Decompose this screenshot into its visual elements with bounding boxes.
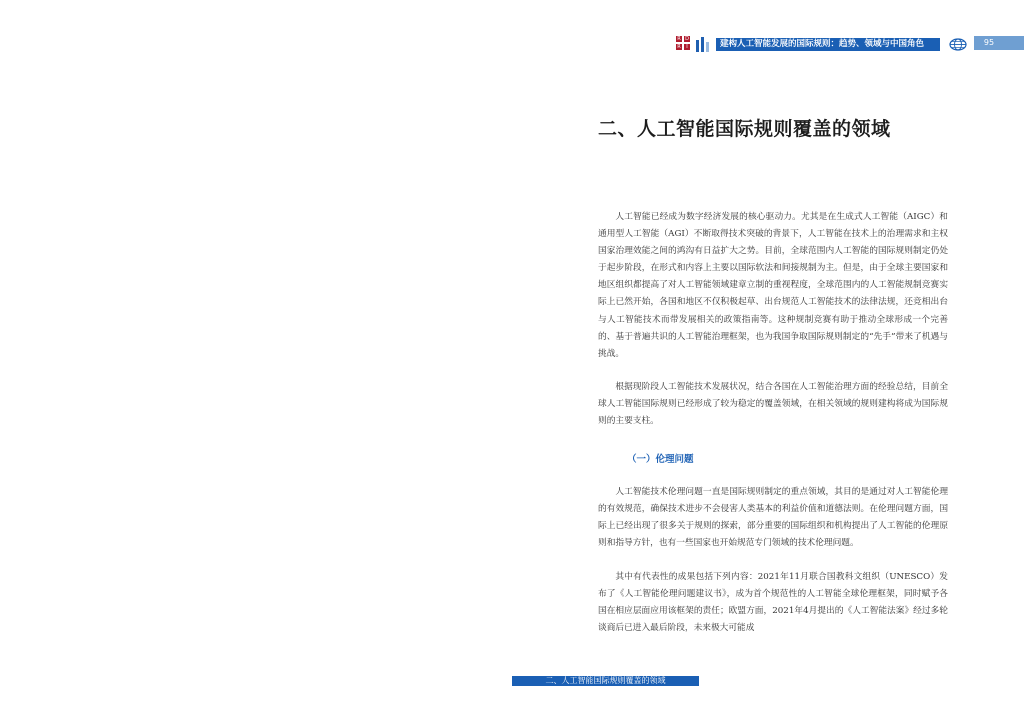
page-number-tab	[974, 36, 1024, 50]
section-title: 二、人工智能国际规则覆盖的领域	[598, 118, 891, 140]
page-number: 95	[983, 38, 995, 47]
body-paragraph: 根据现阶段人工智能技术发展状况，结合各国在人工智能治理方面的经验总结，目前全球人工智能国际规则已经形成了较为稳定的覆盖领域，在相关领域的规则建构将成为国际规则的主要支柱。	[598, 382, 948, 427]
institute-logo-icon	[672, 36, 714, 54]
logo-letter: R	[677, 36, 681, 42]
logo-bar	[701, 37, 704, 52]
globe-icon	[948, 38, 968, 51]
logo-letter: D	[685, 36, 689, 42]
header-title: 建构人工智能发展的国际规则：趋势、领域与中国角色	[720, 39, 925, 49]
header-band	[716, 38, 940, 51]
logo-bar	[706, 42, 709, 52]
logo-letter: I	[684, 44, 690, 50]
body-paragraph: 人工智能技术伦理问题一直是国际规则制定的重点领域，其目的是通过对人工智能伦理的有效规范，确保技术进步不会侵害人类基本的利益价值和道德法则。在伦理问题方面，国际上已经出现了很多关于规则的探索，部分重要的国际组织和机构提出了人工智能的伦理原则和指导方针，也有一些国家也开始规范专门领域的技术伦理问题。	[598, 487, 948, 549]
body-paragraph: 人工智能已经成为数字经济发展的核心驱动力。尤其是在生成式人工智能（AIGC）和通用型人工智能（AGI）不断取得技术突破的背景下，人工智能在技术上的治理需求和主权国家治理效能之间的鸿沟有日益扩大之势。目前，全球范围内人工智能的国际规则制定仍处于起步阶段，在形式和内容上主要以国际软法和间接规制为主。但是，由于全球主要国家和地区组织都提高了对人工智能领域建章立制的重视程度，全球范围内的人工智能规制竞赛实际上已然开始，各国和地区不仅积极起草、出台规范人工智能技术的法律法规，还竞相出台与人工智能技术而带发展相关的政策指南等。这种规制竞赛有助于推动全球形成一个完善的、基于普遍共识的人工智能治理框架，也为我国争取国际规则制定的“先手”带来了机遇与挑战。	[598, 212, 948, 359]
body-paragraph: 其中有代表性的成果包括下列内容：2021年11月联合国教科文组织（UNESCO）发布了《人工智能伦理问题建议书》，成为首个规范性的人工智能全球伦理框架，同时赋予各国在相应层面应用该框架的责任；欧盟方面，2021年4月提出的《人工智能法案》经过多轮谈商后已进入最后阶段，未来极大可能成	[598, 572, 948, 634]
footer-section-label: 二、人工智能国际规则覆盖的领域	[512, 676, 699, 686]
logo-letter: R	[677, 44, 681, 50]
subsection-heading: （一）伦理问题	[627, 454, 694, 465]
logo-bar	[696, 40, 699, 52]
